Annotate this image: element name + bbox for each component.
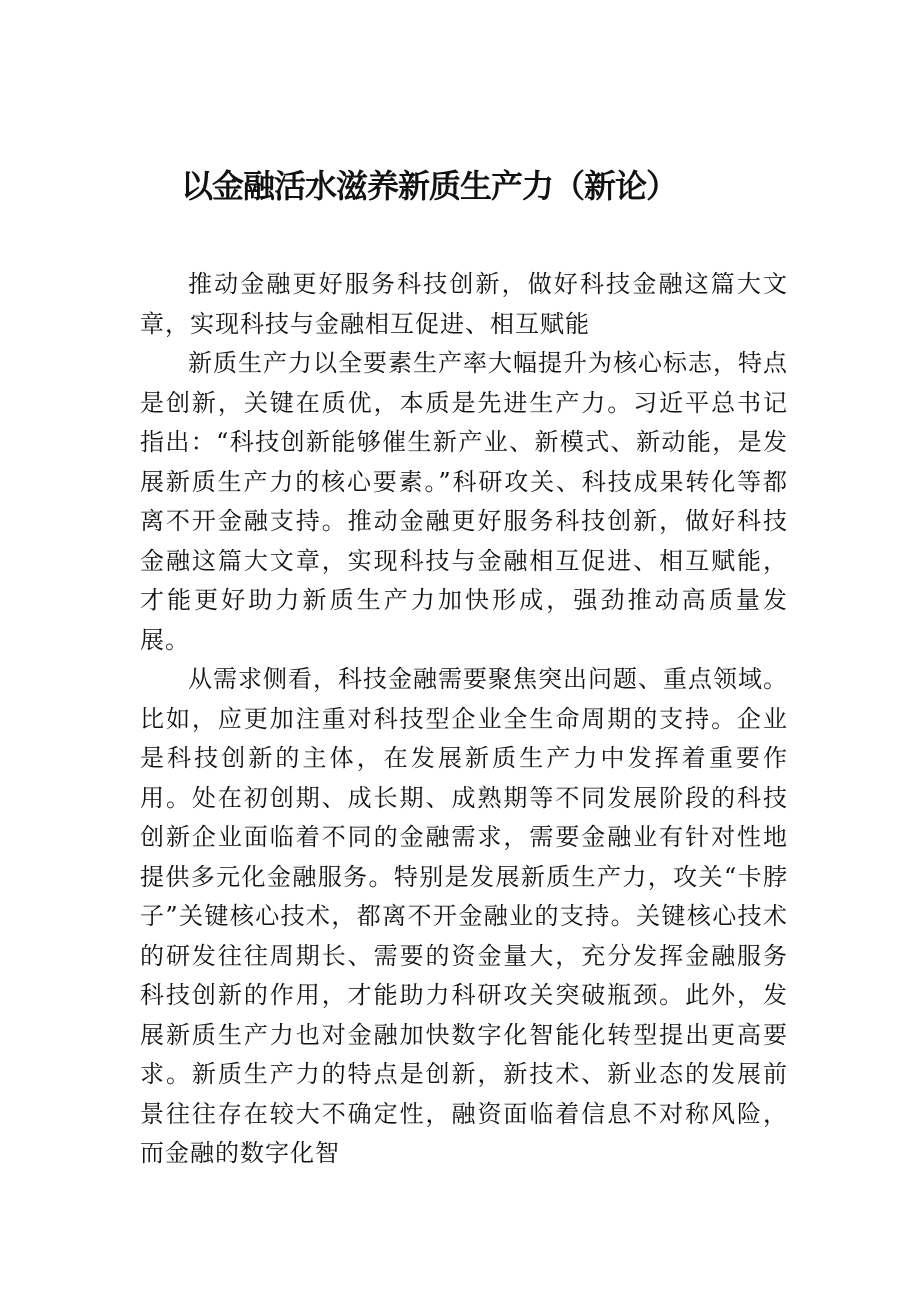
lead-paragraph: 推动金融更好服务科技创新，做好科技金融这篇大文章，实现科技与金融相互促进、相互赋能: [140, 270, 788, 338]
document-body: [140, 265, 788, 1174]
body-paragraph: 从需求侧看，科技金融需要聚焦突出问题、重点领域。比如，应更加注重对科技型企业全生命周期的支持。企业是科技创新的主体，在发展新质生产力中发挥着重要作用。处在初创期、成长期、成熟期等不同发展阶段的科技创新企业面临着不同的金融需求，需要金融业有针对性地提供多元化金融服务。特别是发展新质生产力，攻关“卡脖子”关键核心技术，都离不开金融业的支持。关键核心技术的研发往往周期长、需要的资金量大，充分发挥金融服务科技创新的作用，才能助力科研攻关突破瓶颈。此外，发展新质生产力也对金融加快数字化智能化转型提出更高要求。新质生产力的特点是创新，新技术、新业态的发展前景往往存在较大不确定性，融资面临着信息不对称风险，而金融的数字化智: [140, 665, 788, 1167]
body-paragraph: 新质生产力以全要素生产率大幅提升为核心标志，特点是创新，关键在质优，本质是先进生产力。习近平总书记指出：“科技创新能够催生新产业、新模式、新动能，是发展新质生产力的核心要素。”科研攻关、科技成果转化等都离不开金融支持。推动金融更好服务科技创新，做好科技金融这篇大文章，实现科技与金融相互促进、相互赋能，才能更好助力新质生产力加快形成，强劲推动高质量发展。: [140, 349, 788, 654]
document-title: 以金融活水滋养新质生产力（新论）: [181, 167, 678, 205]
